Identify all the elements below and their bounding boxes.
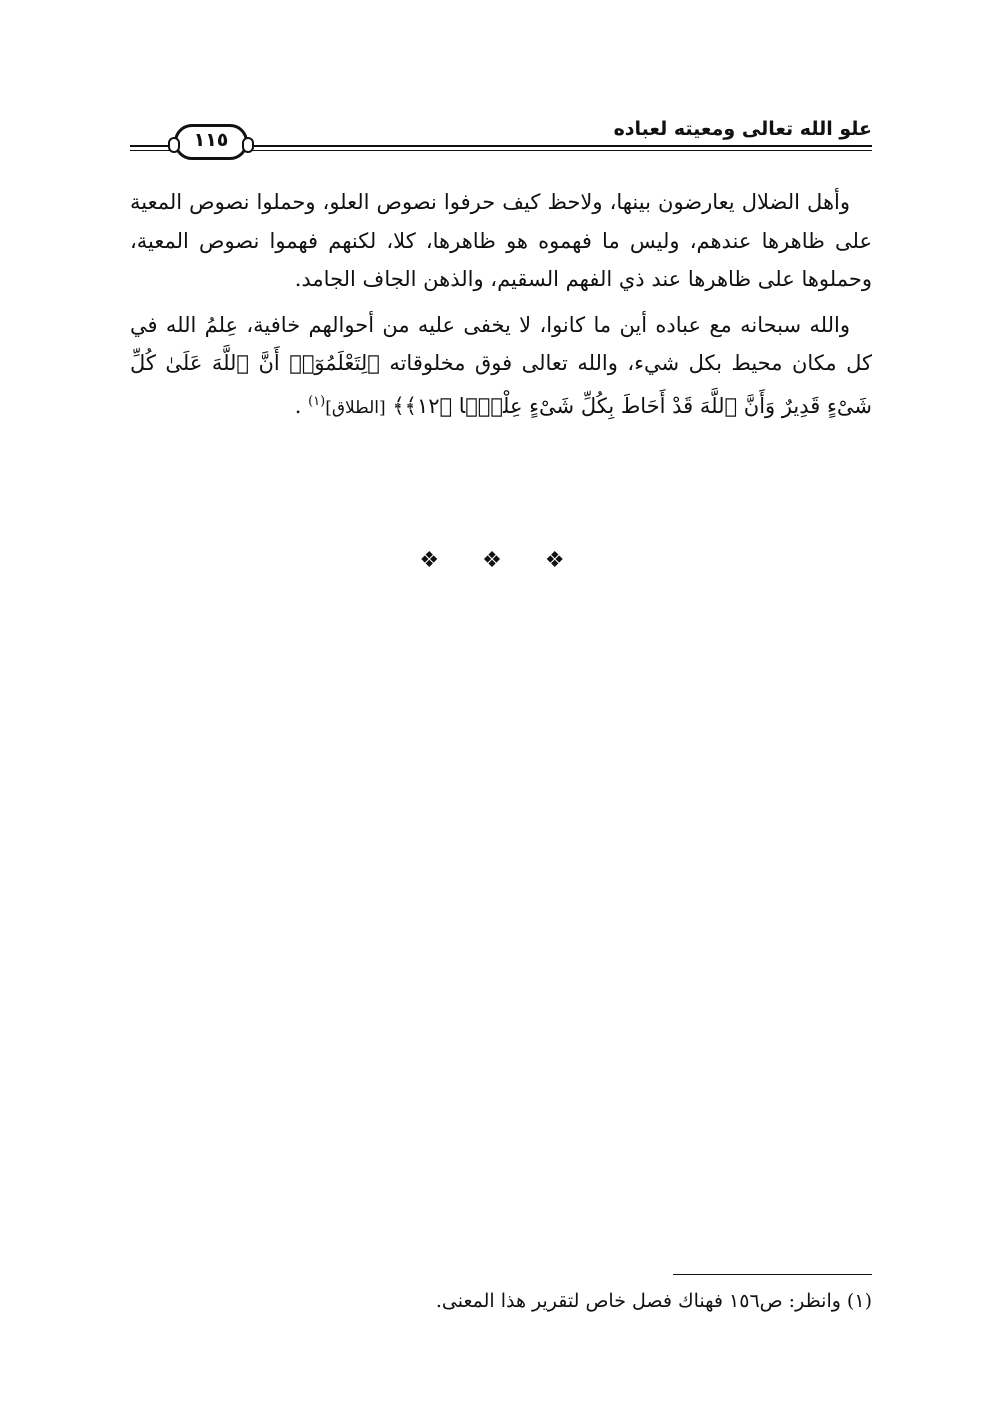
paragraph [130,306,872,428]
section-separator: ❖ ❖ ❖ [419,548,583,573]
quran-verse: ﴿لِتَعْلَمُوٓا۟ أَنَّ ٱللَّهَ عَلَىٰ كُلِّ شَىْءٍ قَدِيرٌ وَأَنَّ ٱللَّهَ قَدْ أَحَاطَ بِكُلِّ شَىْءٍ عِلْمًۢا ﴿١٢﴾﴾ [130,351,872,418]
paragraph-intro: والله سبحانه مع عباده أين ما كانوا، لا يخفى عليه من أحوالهم خافية، عِلمُ الله في كل مكان محيط بكل شيء، والله تعالى فوق مخلوقاته [130,312,872,375]
page-number-badge [170,120,252,164]
end-period: . [294,393,302,418]
paragraph: وأهل الضلال يعارضون بينها، ولاحظ كيف حرفوا نصوص العلو، وحملوا نصوص المعية على ظاهرها عندهم، وليس ما فهموه هو ظاهرها، كلا، لكنهم فهموا نصوص المعية، وحملوها على ظاهرها عند ذي الفهم السقيم، والذهن الجاف الجامد. [130,190,872,291]
footnote: (١) وانظر: ص١٥٦ فهناك فصل خاص لتقرير هذا المعنى. [435,1290,872,1312]
footnote-rule [673,1274,872,1275]
body-text [130,183,872,434]
footnote-marker: (١) [308,393,326,409]
running-title: علو الله تعالى ومعيته لعباده [613,118,872,140]
surah-reference: [الطلاق] [325,397,386,418]
page-number: ١١٥ [193,129,229,151]
page-header [130,112,872,162]
